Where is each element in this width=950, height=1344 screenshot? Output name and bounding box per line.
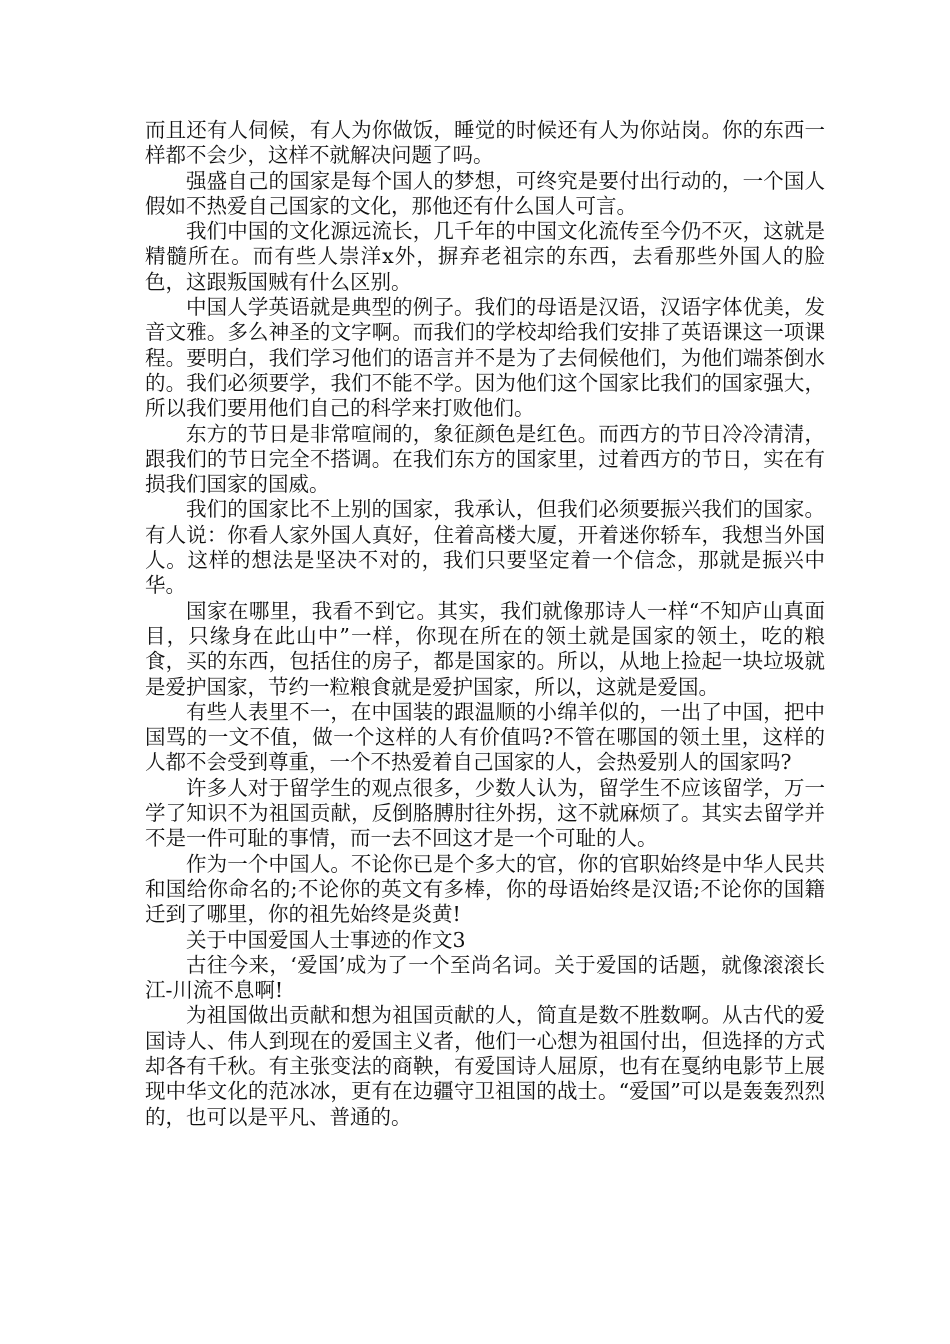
paragraph: 为祖国做出贡献和想为祖国贡献的人，简直是数不胜数啊。从古代的爱国诗人、伟人到现在的爱国主义者，他们一心想为祖国付出，但选择的方式却各有千秋。有主张变法的商鞅，有爱国诗人屈原，也有在戛纳电影节上展现中华文化的范冰冰，更有在边疆守卫祖国的战士。“爱国”可以是轰轰烈烈的，也可以是平凡、普通的。 — [145, 1003, 825, 1129]
section-heading: 关于中国爱国人士事迹的作文3 — [186, 927, 466, 952]
paragraph: 古往今来，‘爱国’成为了一个至尚名词。关于爱国的话题，就像滚滚长江-川流不息啊! — [145, 952, 825, 1003]
paragraph: 作为一个中国人。不论你已是个多大的官，你的官职始终是中华人民共和国给你命名的;不论你的英文有多棒，你的母语始终是汉语;不论你的国籍迁到了哪里，你的祖先始终是炎黄! — [145, 851, 825, 927]
paragraph: 强盛自己的国家是每个国人的梦想，可终究是要付出行动的，一个国人假如不热爱自己国家的文化，那他还有什么国人可言。 — [145, 168, 825, 218]
paragraph: 东方的节日是非常喧闹的，象征颜色是红色。而西方的节日冷冷清清，跟我们的节日完全不搭调。在我们东方的国家里，过着西方的节日，实在有损我们国家的国威。 — [145, 421, 825, 497]
essay-body — [145, 118, 825, 1130]
paragraph-continued: 而且还有人伺候，有人为你做饭，睡觉的时候还有人为你站岗。你的东西一样都不会少，这样不就解决问题了吗。 — [145, 118, 825, 168]
paragraph: 我们的国家比不上别的国家，我承认，但我们必须要振兴我们的国家。有人说：你看人家外国人真好，住着高楼大厦，开着迷你轿车，我想当外国人。这样的想法是坚决不对的，我们只要坚定着一个信念，那就是振兴中华。 — [145, 497, 825, 598]
paragraph: 我们中国的文化源远流长，几千年的中国文化流传至今仍不灭，这就是精髓所在。而有些人崇洋x外，摒弃老祖宗的东西，去看那些外国人的脸色，这跟叛国贼有什么区别。 — [145, 219, 825, 294]
paragraph: 有些人表里不一，在中国装的跟温顺的小绵羊似的，一出了中国，把中国骂的一文不值，做一个这样的人有价值吗?不管在哪国的领土里，这样的人都不会受到尊重，一个不热爱着自己国家的人，会热爱别人的国家吗? — [145, 699, 825, 775]
paragraph: 国家在哪里，我看不到它。其实，我们就像那诗人一样“不知庐山真面目，只缘身在此山中”一样，你现在所在的领土就是国家的领土，吃的粮食，买的东西，包括住的房子，都是国家的。所以，从地上捡起一块垃圾就是爱护国家，节约一粒粮食就是爱护国家，所以，这就是爱国。 — [145, 598, 825, 699]
paragraph: 中国人学英语就是典型的例子。我们的母语是汉语，汉语字体优美，发音文雅。多么神圣的文字啊。而我们的学校却给我们安排了英语课这一项课程。要明白，我们学习他们的语言并不是为了去伺候他们，为他们端茶倒水的。我们必须要学，我们不能不学。因为他们这个国家比我们的国家强大，所以我们要用他们自己的科学来打败他们。 — [145, 295, 825, 421]
paragraph: 许多人对于留学生的观点很多，少数人认为，留学生不应该留学，万一学了知识不为祖国贡献，反倒胳膊肘往外拐，这不就麻烦了。其实去留学并不是一件可耻的事情，而一去不回这才是一个可耻的人。 — [145, 775, 825, 851]
